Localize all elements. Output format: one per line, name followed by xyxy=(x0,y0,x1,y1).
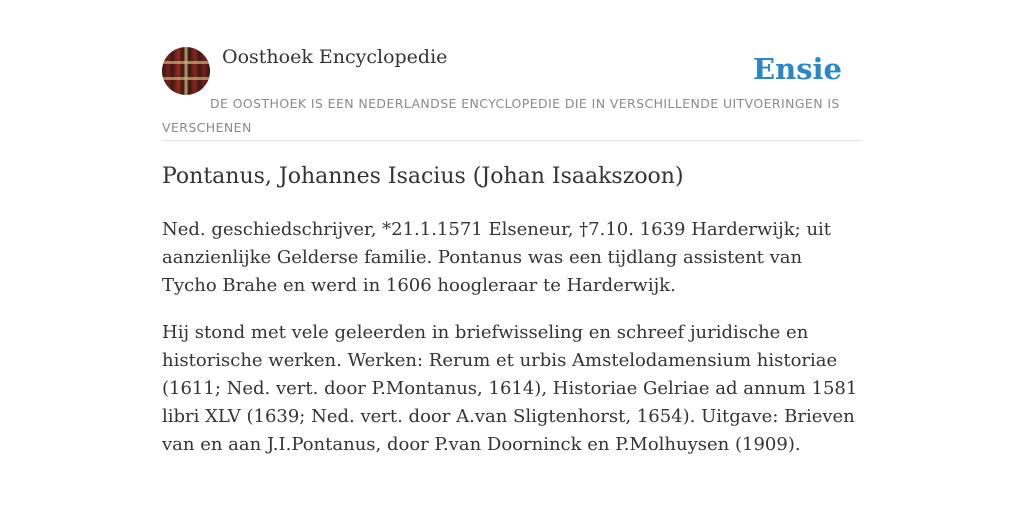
header xyxy=(162,0,862,141)
site-name-link[interactable]: Oosthoek Encyclopedie xyxy=(222,46,448,68)
page xyxy=(162,0,862,455)
encyclopedia-avatar[interactable] xyxy=(162,47,210,95)
article-paragraph: Hij stond met vele geleerden in briefwisseling en schreef juridische en historische werken. Werken: Rerum et urbis Amstelodamensium historiae (1611; Ned. vert. door P.Montanus, 1614), Historiae Gelriae ad annum 1581 libri XLV (1639; Ned. vert. door A.van Sligtenhorst, 1654). Uitgave: Brieven van en aan J.I.Pontanus, door P.van Doorninck en P.Molhuysen (1909). xyxy=(162,322,858,455)
brand-logo-link[interactable]: Ensie xyxy=(753,52,842,86)
article-paragraph: Ned. geschiedschrijver, *21.1.1571 Elseneur, †7.10. 1639 Harderwijk; uit aanzienlijke Gelderse familie. Pontanus was een tijdlang assistent van Tycho Brahe en werd in 1606 hoogleraar te Harderwijk. xyxy=(162,219,832,296)
article-title: Pontanus, Johannes Isacius (Johan Isaakszoon) xyxy=(162,164,684,189)
site-tagline: DE OOSTHOEK IS EEN NEDERLANDSE ENCYCLOPEDIE DIE IN VERSCHILLENDE UITVOERINGEN IS VERSCHENEN xyxy=(162,96,840,135)
